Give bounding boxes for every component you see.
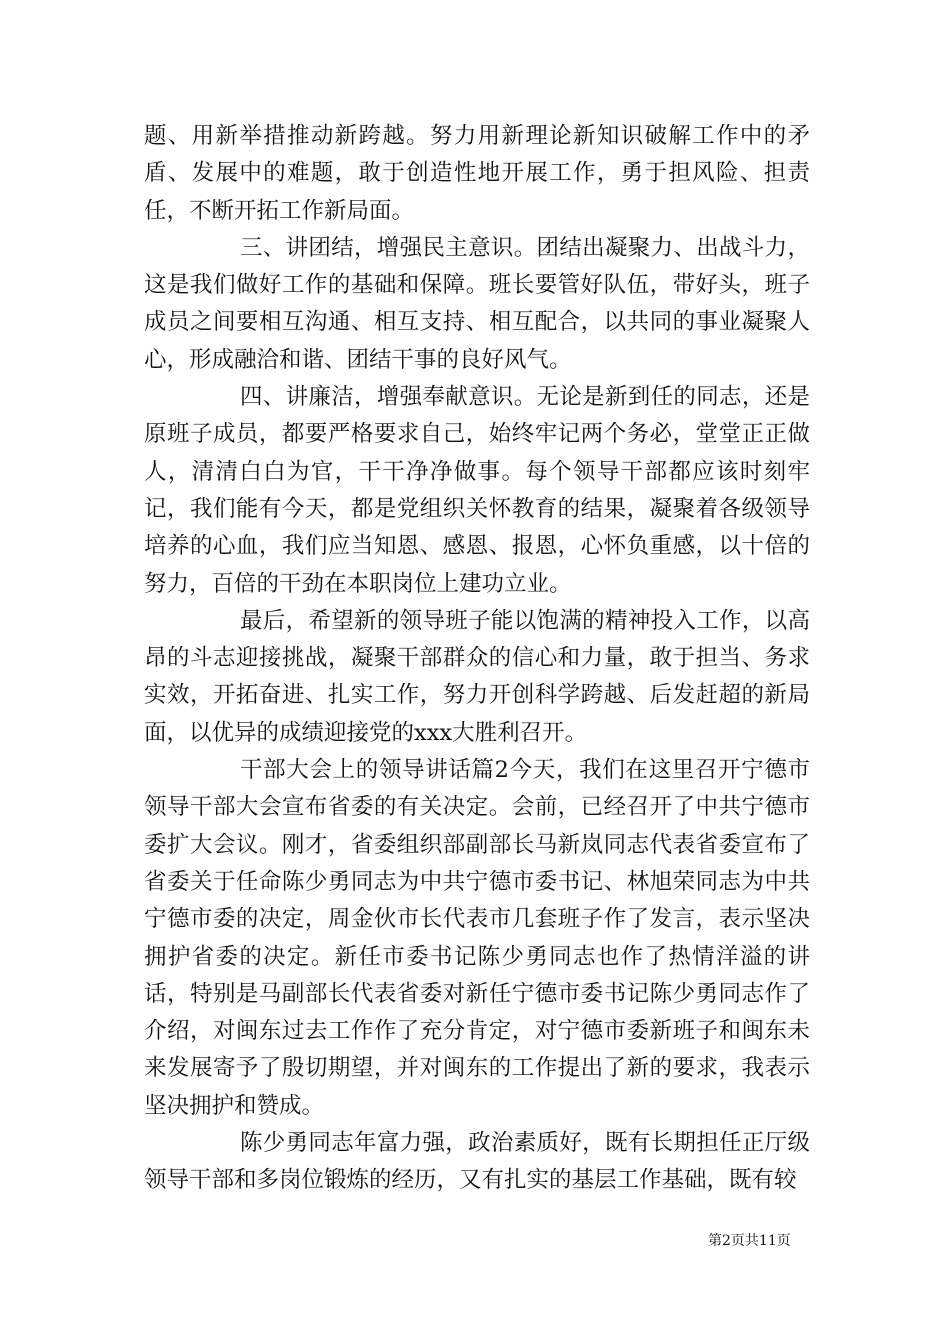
document-body: [144, 118, 810, 1200]
paragraph-chen-shaoyong: 陈少勇同志年富力强，政治素质好，既有长期担任正厅级领导干部和多岗位锻炼的经历，又有扎实的基层工作基础，既有较: [144, 1130, 810, 1194]
paragraph-closing: 最后，希望新的领导班子能以饱满的精神投入工作，以高昂的斗志迎接挑战，凝聚干部群众的信心和力量，敢于担当、务求实效，开拓奋进、扎实工作，努力开创科学跨越、后发赶超的新局面，以优异的成绩迎接党的xxx大胜利召开。: [144, 607, 810, 746]
paragraph-unity: 三、讲团结，增强民主意识。团结出凝聚力、出战斗力，这是我们做好工作的基础和保障。班长要管好队伍，带好头，班子成员之间要相互沟通、相互支持、相互配合，以共同的事业凝聚人心，形成融洽和谐、团结干事的良好风气。: [144, 234, 810, 373]
paragraph-integrity: 四、讲廉洁，增强奉献意识。无论是新到任的同志，还是原班子成员，都要严格要求自己，始终牢记两个务必，堂堂正正做人，清清白白为官，干干净净做事。每个领导干部都应该时刻牢记，我们能有今天，都是党组织关怀教育的结果，凝聚着各级领导培养的心血，我们应当知恩、感恩、报恩，心怀负重感，以十倍的努力，百倍的干劲在本职岗位上建功立业。: [144, 384, 810, 597]
page-number-footer: 第2页共11页: [708, 1233, 791, 1249]
paragraph-speech-2-intro: 干部大会上的领导讲话篇2今天，我们在这里召开宁德市领导干部大会宣布省委的有关决定。会前，已经召开了中共宁德市委扩大会议。刚才，省委组织部副部长马新岚同志代表省委宣布了省委关于任命陈少勇同志为中共宁德市委书记、林旭荣同志为中共宁德市委的决定，周金伙市长代表市几套班子作了发言，表示坚决拥护省委的决定。新任市委书记陈少勇同志也作了热情洋溢的讲话，特别是马副部长代表省委对新任宁德市委书记陈少勇同志作了介绍，对闽东过去工作作了充分肯定，对宁德市委新班子和闽东未来发展寄予了殷切期望，并对闽东的工作提出了新的要求，我表示坚决拥护和赞成。: [144, 757, 810, 1119]
paragraph-continuation: 题、用新举措推动新跨越。努力用新理论新知识破解工作中的矛盾、发展中的难题，敢于创造性地开展工作，勇于担风险、担责任，不断开拓工作新局面。: [144, 123, 810, 224]
